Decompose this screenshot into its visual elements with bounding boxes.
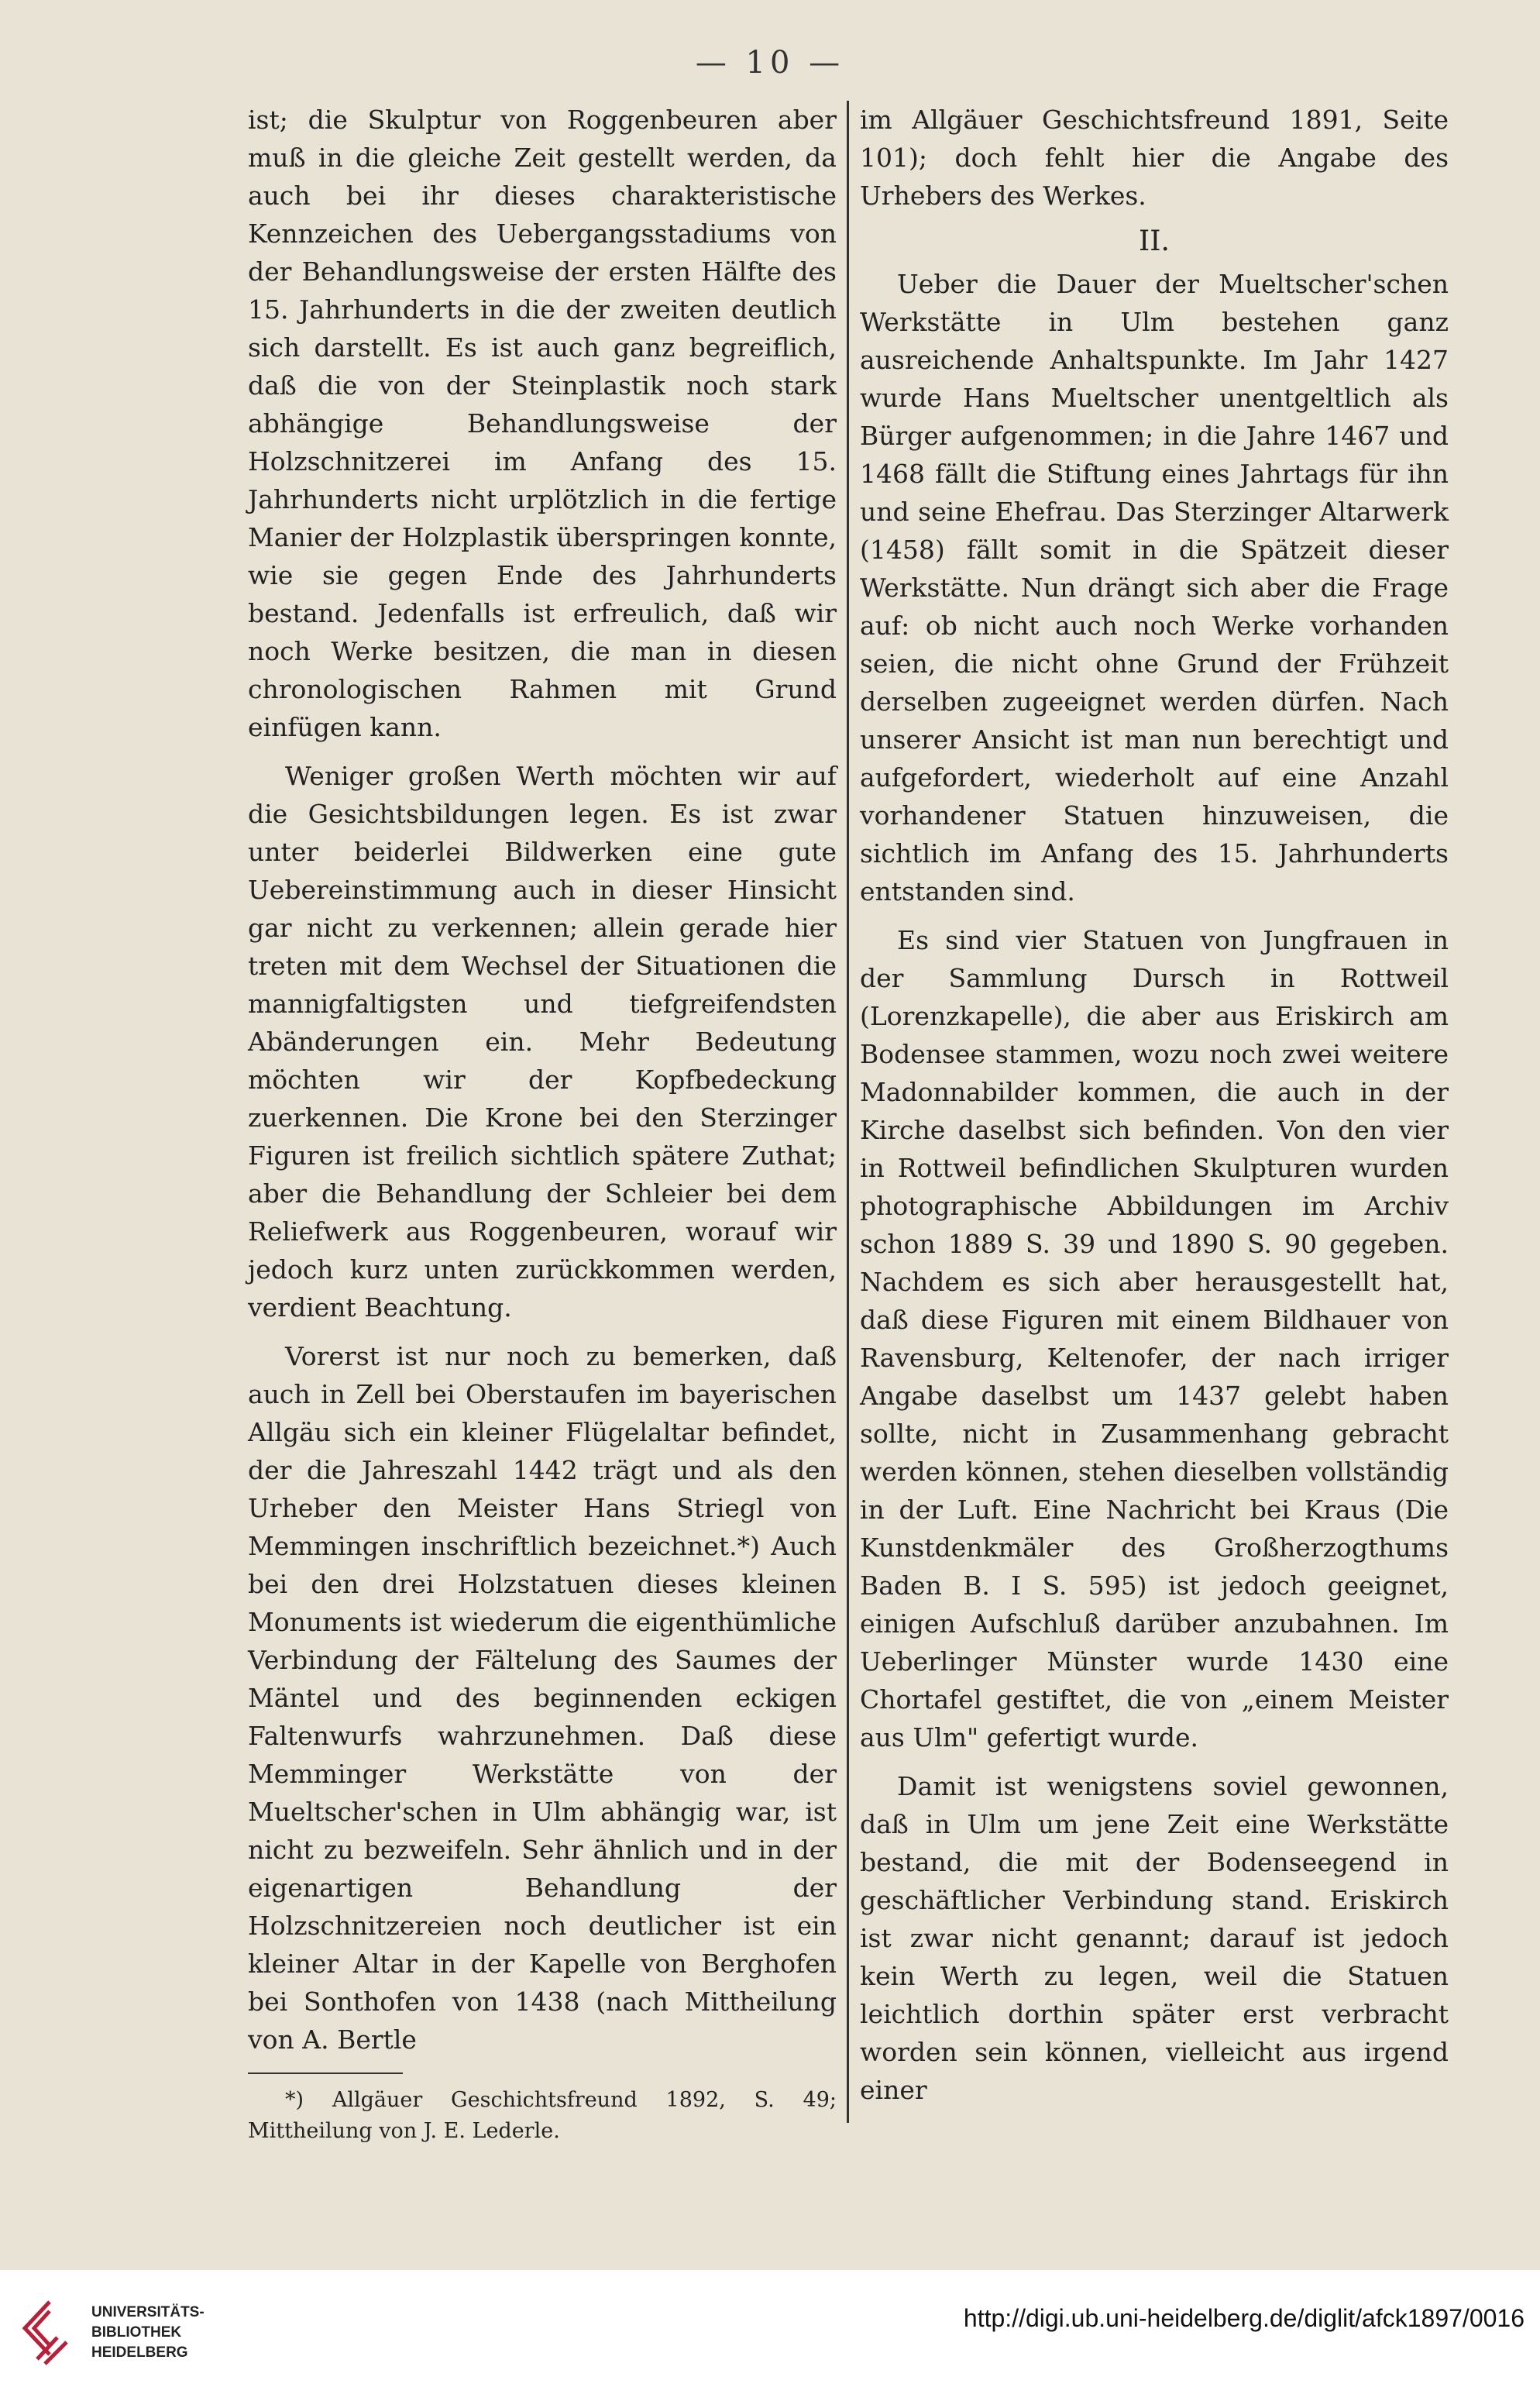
document-url-link[interactable]: http://digi.ub.uni-heidelberg.de/diglit/afck1897/0016 (963, 2304, 1525, 2332)
heidelberg-library-logo-icon[interactable] (19, 2297, 81, 2367)
column-divider (847, 101, 849, 2123)
library-line-3: HEIDELBERG (91, 2344, 188, 2361)
right-paragraph-3: Es sind vier Statuen von Jungfrauen in der Sammlung Dursch in Rottweil (Lorenzkapelle), die aber aus Eriskirch am Bodensee stammen, wozu noch zwei weitere Madonnabilder kommen, die auch in der Kirche daselbst sich befinden. Von den vier in Rottweil befindlichen Skulpturen wurden photographische Abbildungen im Archiv schon 1889 S. 39 und 1890 S. 90 gegeben. Nachdem es sich aber herausgestellt hat, daß diese Figuren mit einem Bildhauer von Ravensburg, Keltenofer, der nach irriger Angabe daselbst um 1437 gelebt haben sollte, nicht in Zusammenhang gebracht werden können, stehen dieselben vollständig in der Luft. Eine Nachricht bei Kraus (Die Kunstdenkmäler des Großherzogthums Baden B. I S. 595) ist jedoch geeignet, einigen Aufschluß darüber anzubahnen. Im Ueberlinger Münster wurde 1430 eine Chortafel gestiftet, die von „einem Meister aus Ulm" gefertigt wurde. (860, 925, 1449, 1753)
viewer-footer (0, 2270, 1540, 2401)
right-column (860, 101, 1449, 2120)
library-name[interactable] (91, 2303, 205, 2363)
section-heading: II. (1139, 225, 1170, 257)
left-paragraph-2: Weniger großen Werth möchten wir auf die Gesichtsbildungen legen. Es ist zwar unter beiderlei Bildwerken eine gute Uebereinstimmung auch in dieser Hinsicht gar nicht zu verkennen; allein gerade hier treten mit dem Wechsel der Situationen die mannigfaltigsten und tiefgreifendsten Abänderungen ein. Mehr Bedeutung möchten wir der Kopfbedeckung zuerkennen. Die Krone bei den Sterzinger Figuren ist freilich sichtlich spätere Zuthat; aber die Behandlung der Schleier bei dem Reliefwerk aus Roggenbeuren, worauf wir jedoch kurz unten zurückkommen werden, verdient Beachtung. (248, 761, 837, 1323)
left-paragraph-1: ist; die Skulptur von Roggenbeuren aber muß in die gleiche Zeit gestellt werden, da auch bei ihr dieses charakteristische Kennzeichen des Uebergangsstadiums von der Behandlungsweise der ersten Hälfte des 15. Jahrhunderts in die der zweiten deutlich sich darstellt. Es ist auch ganz begreiflich, daß die von der Steinplastik noch stark abhängige Behandlungsweise der Holzschnitzerei im Anfang des 15. Jahrhunderts nicht urplötzlich in die fertige Manier der Holzplastik überspringen konnte, wie sie gegen Ende des Jahrhunderts bestand. Jedenfalls ist erfreulich, daß wir noch Werke besitzen, die man in diesen chronologischen Rahmen mit Grund einfügen kann. (248, 105, 837, 742)
right-paragraph-1: im Allgäuer Geschichtsfreund 1891, Seite 101); doch fehlt hier die Angabe des Urhebers des Werkes. (860, 105, 1449, 211)
footnote: *) Allgäuer Geschichtsfreund 1892, S. 49; Mittheilung von J. E. Lederle. (248, 2088, 837, 2143)
library-line-2: BIBLIOTHEK (91, 2324, 182, 2341)
library-line-1: UNIVERSITÄTS- (91, 2304, 205, 2320)
left-paragraph-3: Vorerst ist nur noch zu bemerken, daß auch in Zell bei Oberstaufen im bayerischen Allgäu sich ein kleiner Flügelaltar befindet, der die Jahreszahl 1442 trägt und als den Urheber den Meister Hans Striegl von Memmingen inschriftlich bezeichnet.*) Auch bei den drei Holzstatuen dieses kleinen Monuments ist wiederum die eigenthümliche Verbindung der Fältelung des Saumes der Mäntel und des beginnenden eckigen Faltenwurfs wahrzunehmen. Daß diese Memminger Werkstätte von der Mueltscher'schen in Ulm abhängig war, ist nicht zu bezweifeln. Sehr ähnlich und in der eigenartigen Behandlung der Holzschnitzereien noch deutlicher ist ein kleiner Altar in der Kapelle von Berghofen bei Sonthofen von 1438 (nach Mittheilung von A. Bertle (248, 1341, 837, 2055)
right-paragraph-4: Damit ist wenigstens soviel gewonnen, daß in Ulm um jene Zeit eine Werkstätte bestand, die mit der Bodenseegend in geschäftlicher Verbindung stand. Eriskirch ist zwar nicht genannt; darauf ist jedoch kein Werth zu legen, weil die Statuen leichtlich dorthin später erst verbracht worden sein können, vielleicht aus irgend einer (860, 1771, 1449, 2105)
page-number: — 10 — (695, 45, 845, 81)
footnote-divider (248, 2072, 403, 2074)
right-paragraph-2: Ueber die Dauer der Mueltscher'schen Werkstätte in Ulm bestehen ganz ausreichende Anhaltspunkte. Im Jahr 1427 wurde Hans Mueltscher unentgeltlich als Bürger aufgenommen; in die Jahre 1467 und 1468 fällt die Stiftung eines Jahrtags für ihn und seine Ehefrau. Das Sterzinger Altarwerk (1458) fällt somit in die Spätzeit dieser Werkstätte. Nun drängt sich aber die Frage auf: ob nicht auch noch Werke vorhanden seien, die nicht ohne Grund der Frühzeit derselben zugeeignet werden dürfen. Nach unserer Ansicht ist man nun berechtigt und aufgefordert, wiederholt auf eine Anzahl vorhandener Statuen hinzuweisen, die sichtlich im Anfang des 15. Jahrhunderts entstanden sind. (860, 269, 1449, 906)
left-column (248, 101, 837, 2158)
